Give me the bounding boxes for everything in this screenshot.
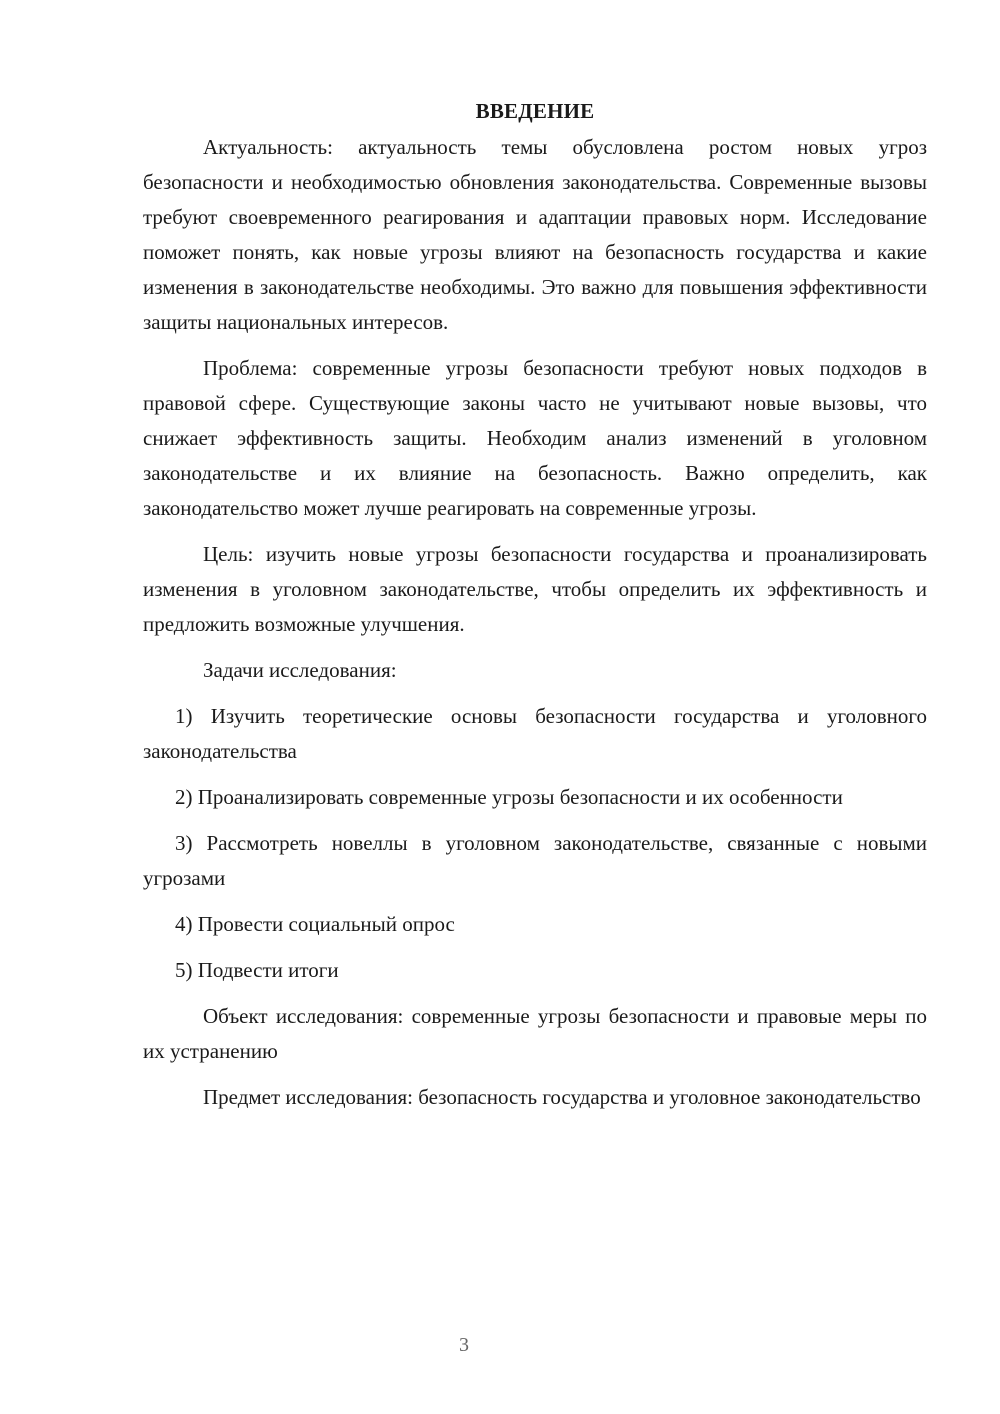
object-paragraph: Объект исследования: современные угрозы безопасности и правовые меры по их устранению xyxy=(143,1004,927,1063)
section-title: ВВЕДЕНИЕ xyxy=(475,99,595,123)
task-item-5: 5) Подвести итоги xyxy=(175,958,339,982)
tasks-heading: Задачи исследования: xyxy=(203,658,397,682)
goal-paragraph: Цель: изучить новые угрозы безопасности государства и проанализировать изменения в уголовном законодательстве, чтобы определить их эффективность и предложить возможные улучшения. xyxy=(143,542,927,636)
task-item-4: 4) Провести социальный опрос xyxy=(175,912,455,936)
task-item-2: 2) Проанализировать современные угрозы безопасности и их особенности xyxy=(175,785,843,809)
task-item-1: 1) Изучить теоретические основы безопасности государства и уголовного законодательства xyxy=(143,704,927,763)
relevance-paragraph: Актуальность: актуальность темы обусловлена ростом новых угроз безопасности и необходимостью обновления законодательства. Современные вызовы требуют своевременного реагирования и адаптации правовых норм. Исследование поможет понять, как новые угрозы влияют на безопасность государства и какие изменения в законодательстве необходимы. Это важно для повышения эффективности защиты национальных интересов. xyxy=(143,135,927,334)
subject-paragraph: Предмет исследования: безопасность государства и уголовное законодательство xyxy=(203,1085,921,1109)
problem-paragraph: Проблема: современные угрозы безопасности требуют новых подходов в правовой сфере. Существующие законы часто не учитывают новые вызовы, что снижает эффективность защиты. Необходим анализ изменений в уголовном законодательстве и их влияние на безопасность. Важно определить, как законодательство может лучше реагировать на современные угрозы. xyxy=(143,356,927,520)
page-content xyxy=(143,96,927,1115)
task-item-3: 3) Рассмотреть новеллы в уголовном законодательстве, связанные с новыми угрозами xyxy=(143,831,927,890)
page-number: 3 xyxy=(459,1334,469,1356)
